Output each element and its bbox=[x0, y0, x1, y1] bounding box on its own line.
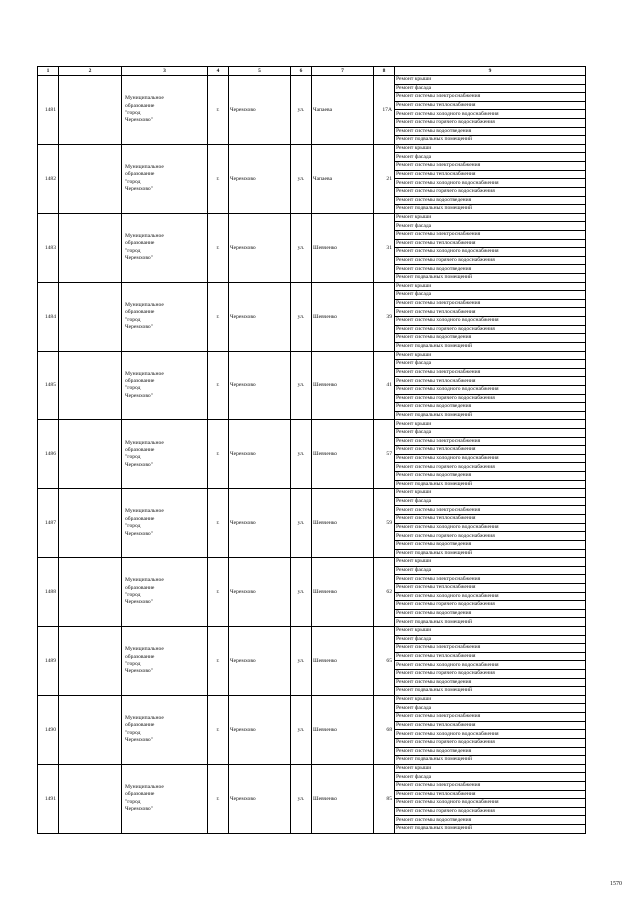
house-number: 68 bbox=[374, 695, 395, 764]
work-type-cell: Ремонт системы водоотведения bbox=[395, 127, 586, 136]
work-type-cell: Ремонт системы холодного водоснабжения bbox=[395, 592, 586, 601]
work-type-cell: Ремонт системы горячего водоснабжения bbox=[395, 601, 586, 610]
work-type-cell: Ремонт системы электроснабжения bbox=[395, 299, 586, 308]
empty-cell bbox=[59, 144, 122, 213]
work-type-cell: Ремонт системы теплоснабжения bbox=[395, 308, 586, 317]
municipality-name: Муниципальное образование "город Черемхово" bbox=[122, 144, 208, 213]
work-type-cell: Ремонт фасада bbox=[395, 360, 586, 369]
street-name: Шевченко bbox=[312, 351, 374, 420]
city-name: Черемхово bbox=[229, 282, 291, 351]
table-row bbox=[38, 420, 586, 429]
work-type-cell: Ремонт крыши bbox=[395, 764, 586, 773]
locality-type: г. bbox=[208, 420, 229, 489]
work-type-cell: Ремонт системы водоотведения bbox=[395, 403, 586, 412]
work-type-cell: Ремонт системы водоотведения bbox=[395, 609, 586, 618]
city-name: Черемхово bbox=[229, 627, 291, 696]
house-number: 85 bbox=[374, 764, 395, 833]
work-type-cell: Ремонт системы холодного водоснабжения bbox=[395, 799, 586, 808]
locality-type: г. bbox=[208, 627, 229, 696]
work-type-cell: Ремонт системы холодного водоснабжения bbox=[395, 317, 586, 326]
work-type-cell: Ремонт крыши bbox=[395, 144, 586, 153]
work-type-cell: Ремонт подвальных помещений bbox=[395, 687, 586, 696]
locality-type: г. bbox=[208, 213, 229, 282]
table-row bbox=[38, 764, 586, 773]
street-type: ул. bbox=[291, 489, 312, 558]
municipality-name: Муниципальное образование "город Черемхово" bbox=[122, 351, 208, 420]
empty-cell bbox=[59, 489, 122, 558]
work-type-cell: Ремонт крыши bbox=[395, 627, 586, 636]
work-type-cell: Ремонт системы водоотведения bbox=[395, 472, 586, 481]
work-type-cell: Ремонт системы водоотведения bbox=[395, 540, 586, 549]
empty-cell bbox=[59, 351, 122, 420]
street-name: Шевченко bbox=[312, 558, 374, 627]
work-type-cell: Ремонт системы водоотведения bbox=[395, 816, 586, 825]
work-type-cell: Ремонт подвальных помещений bbox=[395, 342, 586, 351]
work-type-cell: Ремонт системы горячего водоснабжения bbox=[395, 325, 586, 334]
col-header-7: 7 bbox=[312, 67, 374, 76]
work-type-cell: Ремонт системы холодного водоснабжения bbox=[395, 385, 586, 394]
work-type-cell: Ремонт системы горячего водоснабжения bbox=[395, 532, 586, 541]
work-type-cell: Ремонт фасада bbox=[395, 704, 586, 713]
city-name: Черемхово bbox=[229, 764, 291, 833]
house-number: 17А bbox=[374, 76, 395, 145]
work-type-cell: Ремонт системы холодного водоснабжения bbox=[395, 730, 586, 739]
work-type-cell: Ремонт системы холодного водоснабжения bbox=[395, 454, 586, 463]
row-number: 1486 bbox=[38, 420, 59, 489]
city-name: Черемхово bbox=[229, 558, 291, 627]
street-name: Чапаева bbox=[312, 144, 374, 213]
work-type-cell: Ремонт системы электроснабжения bbox=[395, 781, 586, 790]
street-type: ул. bbox=[291, 627, 312, 696]
house-number: 59 bbox=[374, 489, 395, 558]
work-type-cell: Ремонт системы электроснабжения bbox=[395, 644, 586, 653]
work-type-cell: Ремонт подвальных помещений bbox=[395, 618, 586, 627]
work-type-cell: Ремонт подвальных помещений bbox=[395, 205, 586, 214]
street-name: Шевченко bbox=[312, 213, 374, 282]
work-type-cell: Ремонт системы водоотведения bbox=[395, 678, 586, 687]
table-row bbox=[38, 351, 586, 360]
locality-type: г. bbox=[208, 695, 229, 764]
work-type-cell: Ремонт подвальных помещений bbox=[395, 274, 586, 283]
col-header-1: 1 bbox=[38, 67, 59, 76]
municipality-name: Муниципальное образование "город Черемхово" bbox=[122, 213, 208, 282]
house-number: 39 bbox=[374, 282, 395, 351]
locality-type: г. bbox=[208, 764, 229, 833]
row-number: 1481 bbox=[38, 76, 59, 145]
street-type: ул. bbox=[291, 695, 312, 764]
city-name: Черемхово bbox=[229, 489, 291, 558]
row-number: 1489 bbox=[38, 627, 59, 696]
work-type-cell: Ремонт системы теплоснабжения bbox=[395, 377, 586, 386]
work-type-cell: Ремонт системы водоотведения bbox=[395, 334, 586, 343]
row-number: 1488 bbox=[38, 558, 59, 627]
work-type-cell: Ремонт системы горячего водоснабжения bbox=[395, 463, 586, 472]
empty-cell bbox=[59, 420, 122, 489]
work-type-cell: Ремонт крыши bbox=[395, 351, 586, 360]
empty-cell bbox=[59, 213, 122, 282]
col-header-5: 5 bbox=[229, 67, 291, 76]
col-header-9: 9 bbox=[395, 67, 586, 76]
work-type-cell: Ремонт подвальных помещений bbox=[395, 411, 586, 420]
locality-type: г. bbox=[208, 282, 229, 351]
table-row bbox=[38, 489, 586, 498]
row-number: 1490 bbox=[38, 695, 59, 764]
work-type-cell: Ремонт крыши bbox=[395, 558, 586, 567]
work-type-cell: Ремонт системы горячего водоснабжения bbox=[395, 394, 586, 403]
street-name: Шевченко bbox=[312, 282, 374, 351]
locality-type: г. bbox=[208, 489, 229, 558]
work-type-cell: Ремонт системы холодного водоснабжения bbox=[395, 248, 586, 257]
work-type-cell: Ремонт системы теплоснабжения bbox=[395, 446, 586, 455]
work-type-cell: Ремонт крыши bbox=[395, 489, 586, 498]
work-type-cell: Ремонт фасада bbox=[395, 773, 586, 782]
municipality-name: Муниципальное образование "город Черемхово" bbox=[122, 489, 208, 558]
municipality-name: Муниципальное образование "город Черемхово" bbox=[122, 764, 208, 833]
municipality-name: Муниципальное образование "город Черемхово" bbox=[122, 420, 208, 489]
locality-type: г. bbox=[208, 76, 229, 145]
street-type: ул. bbox=[291, 764, 312, 833]
work-type-cell: Ремонт фасада bbox=[395, 497, 586, 506]
street-type: ул. bbox=[291, 420, 312, 489]
city-name: Черемхово bbox=[229, 213, 291, 282]
table-row bbox=[38, 558, 586, 567]
table-body bbox=[38, 76, 586, 834]
work-type-cell: Ремонт фасада bbox=[395, 222, 586, 231]
street-name: Шевченко bbox=[312, 489, 374, 558]
house-number: 65 bbox=[374, 627, 395, 696]
house-number: 57 bbox=[374, 420, 395, 489]
table-row bbox=[38, 695, 586, 704]
work-type-cell: Ремонт системы горячего водоснабжения bbox=[395, 256, 586, 265]
row-number: 1483 bbox=[38, 213, 59, 282]
work-type-cell: Ремонт подвальных помещений bbox=[395, 756, 586, 765]
street-type: ул. bbox=[291, 558, 312, 627]
work-type-cell: Ремонт системы холодного водоснабжения bbox=[395, 661, 586, 670]
work-type-cell: Ремонт системы теплоснабжения bbox=[395, 790, 586, 799]
table-row bbox=[38, 282, 586, 291]
municipality-name: Муниципальное образование "город Черемхово" bbox=[122, 558, 208, 627]
work-type-cell: Ремонт системы теплоснабжения bbox=[395, 239, 586, 248]
work-type-cell: Ремонт фасада bbox=[395, 84, 586, 93]
work-type-cell: Ремонт системы холодного водоснабжения bbox=[395, 179, 586, 188]
city-name: Черемхово bbox=[229, 144, 291, 213]
work-type-cell: Ремонт фасада bbox=[395, 635, 586, 644]
work-type-cell: Ремонт подвальных помещений bbox=[395, 825, 586, 834]
work-type-cell: Ремонт фасада bbox=[395, 566, 586, 575]
col-header-8: 8 bbox=[374, 67, 395, 76]
work-type-cell: Ремонт системы теплоснабжения bbox=[395, 721, 586, 730]
house-number: 62 bbox=[374, 558, 395, 627]
city-name: Черемхово bbox=[229, 420, 291, 489]
municipality-name: Муниципальное образование "город Черемхово" bbox=[122, 282, 208, 351]
row-number: 1485 bbox=[38, 351, 59, 420]
work-type-cell: Ремонт системы электроснабжения bbox=[395, 575, 586, 584]
housing-repair-table bbox=[37, 66, 586, 834]
header-row bbox=[38, 67, 586, 76]
work-type-cell: Ремонт системы теплоснабжения bbox=[395, 170, 586, 179]
work-type-cell: Ремонт системы холодного водоснабжения bbox=[395, 523, 586, 532]
empty-cell bbox=[59, 76, 122, 145]
work-type-cell: Ремонт системы электроснабжения bbox=[395, 162, 586, 171]
house-number: 41 bbox=[374, 351, 395, 420]
work-type-cell: Ремонт системы водоотведения bbox=[395, 747, 586, 756]
work-type-cell: Ремонт фасада bbox=[395, 153, 586, 162]
street-name: Шевченко bbox=[312, 420, 374, 489]
street-name: Шевченко bbox=[312, 764, 374, 833]
work-type-cell: Ремонт системы холодного водоснабжения bbox=[395, 110, 586, 119]
work-type-cell: Ремонт системы теплоснабжения bbox=[395, 652, 586, 661]
col-header-4: 4 bbox=[208, 67, 229, 76]
work-type-cell: Ремонт системы горячего водоснабжения bbox=[395, 187, 586, 196]
municipality-name: Муниципальное образование "город Черемхово" bbox=[122, 76, 208, 145]
work-type-cell: Ремонт системы горячего водоснабжения bbox=[395, 738, 586, 747]
work-type-cell: Ремонт подвальных помещений bbox=[395, 480, 586, 489]
work-type-cell: Ремонт фасада bbox=[395, 291, 586, 300]
table-row bbox=[38, 627, 586, 636]
street-name: Чапаева bbox=[312, 76, 374, 145]
col-header-2: 2 bbox=[59, 67, 122, 76]
work-type-cell: Ремонт крыши bbox=[395, 695, 586, 704]
work-type-cell: Ремонт крыши bbox=[395, 420, 586, 429]
municipality-name: Муниципальное образование "город Черемхово" bbox=[122, 695, 208, 764]
work-type-cell: Ремонт системы теплоснабжения bbox=[395, 583, 586, 592]
page-number: 1570 bbox=[610, 881, 622, 887]
empty-cell bbox=[59, 282, 122, 351]
street-type: ул. bbox=[291, 282, 312, 351]
col-header-3: 3 bbox=[122, 67, 208, 76]
work-type-cell: Ремонт системы электроснабжения bbox=[395, 93, 586, 102]
work-type-cell: Ремонт системы электроснабжения bbox=[395, 713, 586, 722]
row-number: 1487 bbox=[38, 489, 59, 558]
work-type-cell: Ремонт крыши bbox=[395, 282, 586, 291]
house-number: 31 bbox=[374, 213, 395, 282]
work-type-cell: Ремонт системы горячего водоснабжения bbox=[395, 670, 586, 679]
col-header-6: 6 bbox=[291, 67, 312, 76]
empty-cell bbox=[59, 558, 122, 627]
row-number: 1484 bbox=[38, 282, 59, 351]
table-row bbox=[38, 144, 586, 153]
house-number: 21 bbox=[374, 144, 395, 213]
empty-cell bbox=[59, 695, 122, 764]
work-type-cell: Ремонт системы электроснабжения bbox=[395, 230, 586, 239]
row-number: 1491 bbox=[38, 764, 59, 833]
work-type-cell: Ремонт системы теплоснабжения bbox=[395, 515, 586, 524]
work-type-cell: Ремонт системы электроснабжения bbox=[395, 368, 586, 377]
work-type-cell: Ремонт крыши bbox=[395, 76, 586, 85]
empty-cell bbox=[59, 627, 122, 696]
work-type-cell: Ремонт системы электроснабжения bbox=[395, 437, 586, 446]
work-type-cell: Ремонт системы электроснабжения bbox=[395, 506, 586, 515]
locality-type: г. bbox=[208, 558, 229, 627]
work-type-cell: Ремонт системы водоотведения bbox=[395, 196, 586, 205]
municipality-name: Муниципальное образование "город Черемхово" bbox=[122, 627, 208, 696]
work-type-cell: Ремонт системы теплоснабжения bbox=[395, 101, 586, 110]
empty-cell bbox=[59, 764, 122, 833]
locality-type: г. bbox=[208, 144, 229, 213]
city-name: Черемхово bbox=[229, 351, 291, 420]
work-type-cell: Ремонт подвальных помещений bbox=[395, 136, 586, 145]
table-row bbox=[38, 213, 586, 222]
street-type: ул. bbox=[291, 144, 312, 213]
work-type-cell: Ремонт подвальных помещений bbox=[395, 549, 586, 558]
locality-type: г. bbox=[208, 351, 229, 420]
city-name: Черемхово bbox=[229, 695, 291, 764]
street-type: ул. bbox=[291, 213, 312, 282]
work-type-cell: Ремонт системы горячего водоснабжения bbox=[395, 807, 586, 816]
work-type-cell: Ремонт системы водоотведения bbox=[395, 265, 586, 274]
work-type-cell: Ремонт фасада bbox=[395, 428, 586, 437]
street-type: ул. bbox=[291, 351, 312, 420]
street-name: Шевченко bbox=[312, 695, 374, 764]
street-type: ул. bbox=[291, 76, 312, 145]
work-type-cell: Ремонт крыши bbox=[395, 213, 586, 222]
city-name: Черемхово bbox=[229, 76, 291, 145]
work-type-cell: Ремонт системы горячего водоснабжения bbox=[395, 119, 586, 128]
table-row bbox=[38, 76, 586, 85]
street-name: Шевченко bbox=[312, 627, 374, 696]
row-number: 1482 bbox=[38, 144, 59, 213]
